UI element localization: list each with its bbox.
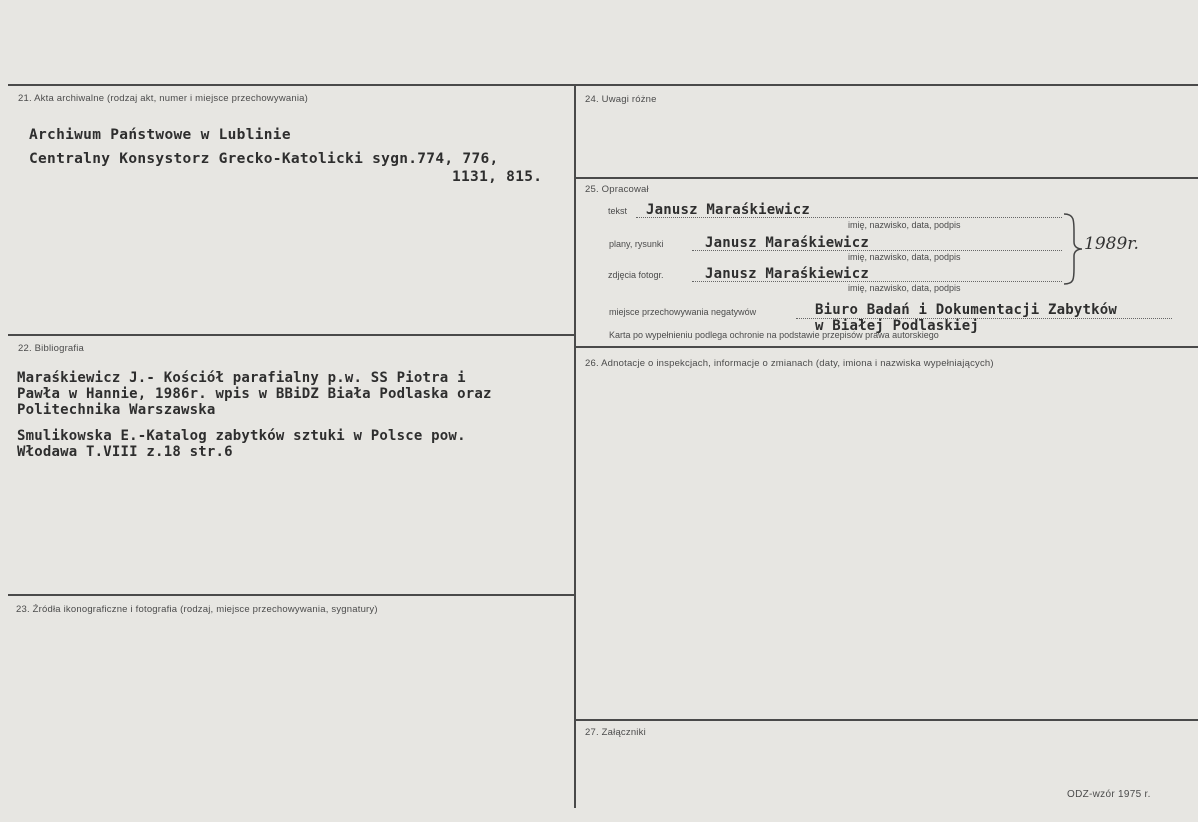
negatives-label: miejsce przechowywania negatywów (609, 307, 757, 317)
archive-line-1: Archiwum Państwowe w Lublinie (29, 127, 291, 143)
hint-zdjecia: imię, nazwisko, data, podpis (848, 283, 961, 293)
author-plans-value: Janusz Maraśkiewicz (705, 235, 869, 251)
field-label-tekst: tekst (608, 206, 628, 216)
section-25-label: 25. Opracował (585, 184, 649, 195)
curly-brace-icon (1062, 212, 1084, 286)
bibliography-line-1: Maraśkiewicz J.- Kościół parafialny p.w. SS Piotra i (17, 370, 466, 386)
section-24-label: 24. Uwagi różne (585, 94, 657, 105)
divider-25-26 (576, 346, 1198, 348)
copyright-note: Karta po wypełnieniu podlega ochronie na podstawie przepisów prawa autorskiego (609, 330, 939, 340)
top-border-line (8, 84, 1198, 86)
bibliography-line-2: Pawła w Hannie, 1986r. wpis w BBiDZ Biała Podlaska oraz (17, 386, 492, 402)
bibliography-line-4: Smulikowska E.-Katalog zabytków sztuki w Polsce pow. (17, 428, 466, 444)
section-22-label: 22. Bibliografia (18, 343, 85, 354)
divider-22-23 (8, 594, 574, 596)
divider-26-27 (576, 719, 1198, 721)
section-21-label: 21. Akta archiwalne (rodzaj akt, numer i miejsce przechowywania) (18, 93, 309, 104)
bibliography-line-5: Włodawa T.VIII z.18 str.6 (17, 444, 233, 460)
bibliography-line-3: Politechnika Warszawska (17, 402, 216, 418)
hint-tekst: imię, nazwisko, data, podpis (848, 220, 961, 230)
negatives-value-line-2: w Białej Podlaskiej (815, 318, 979, 334)
section-27-label: 27. Załączniki (585, 727, 646, 738)
divider-21-22 (8, 334, 574, 336)
author-photos-value: Janusz Maraśkiewicz (705, 266, 869, 282)
archive-line-2: Centralny Konsystorz Grecko-Katolicki sygn.774, 776, (29, 151, 499, 167)
handwritten-date: 1989r. (1084, 234, 1139, 254)
field-label-plany: plany, rysunki (609, 239, 664, 249)
form-template-footer: ODZ-wzór 1975 r. (1067, 789, 1151, 800)
section-26-label: 26. Adnotacje o inspekcjach, informacje o zmianach (daty, imiona i nazwiska wypełniających) (585, 358, 994, 369)
archive-line-3: 1131, 815. (452, 169, 543, 185)
author-text-value: Janusz Maraśkiewicz (646, 202, 810, 218)
field-label-zdjecia: zdjęcia fotogr. (608, 270, 664, 280)
center-divider-line (574, 84, 576, 808)
section-23-label: 23. Źródła ikonograficzne i fotografia (rodzaj, miejsce przechowywania, sygnatury) (16, 604, 378, 615)
divider-24-25 (576, 177, 1198, 179)
hint-plany: imię, nazwisko, data, podpis (848, 252, 961, 262)
negatives-value-line-1: Biuro Badań i Dokumentacji Zabytków (815, 302, 1118, 318)
